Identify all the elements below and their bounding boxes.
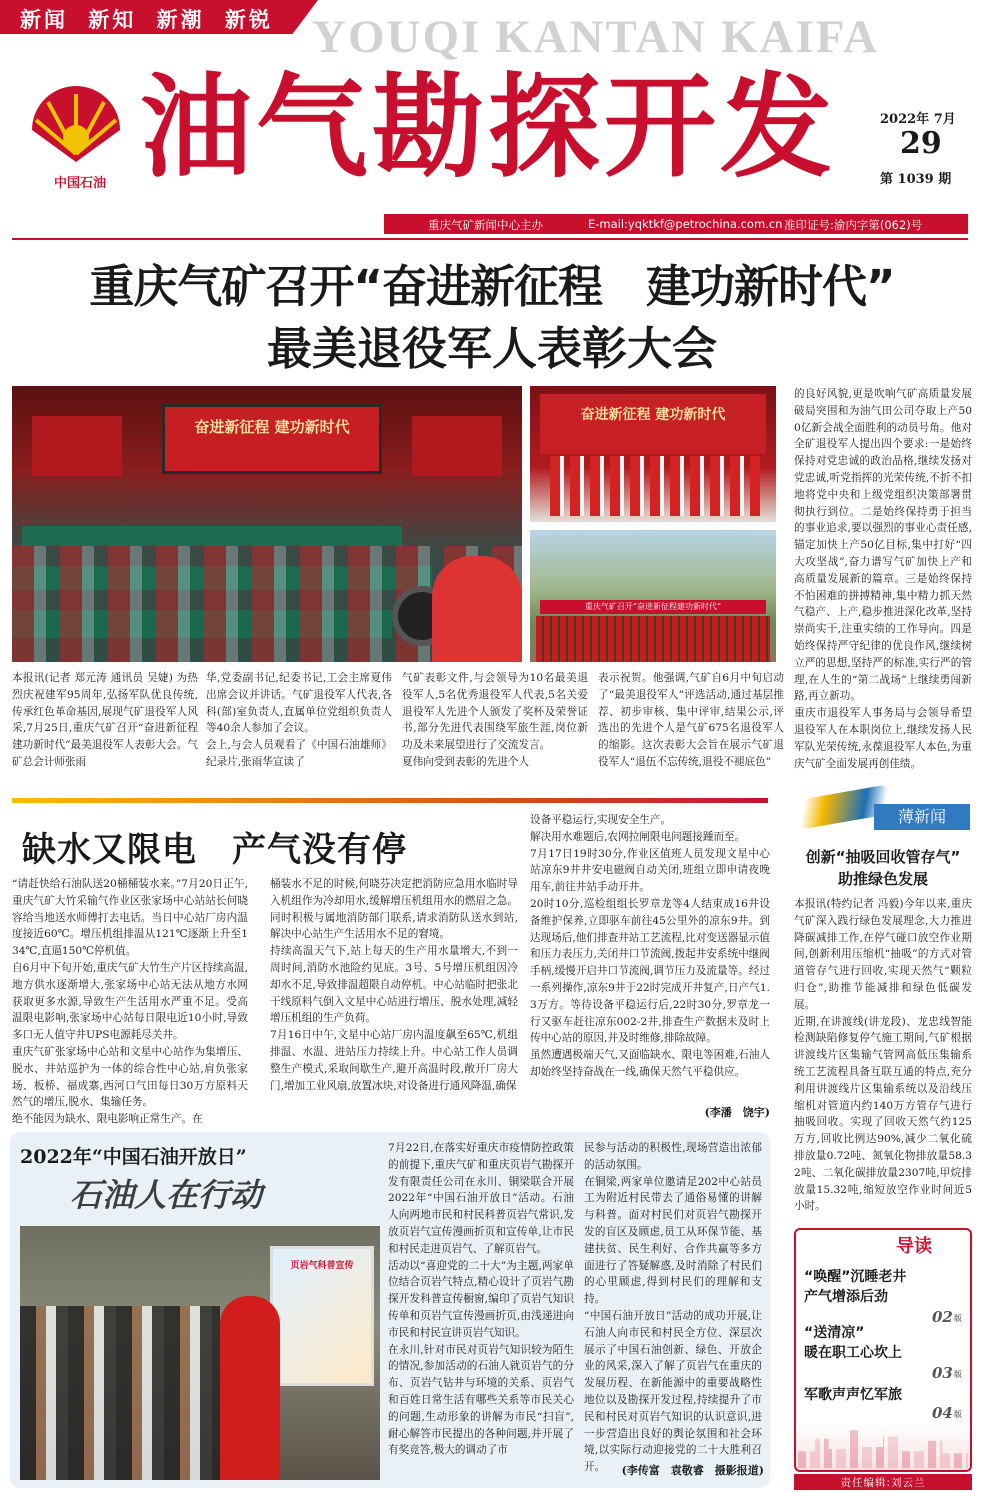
guide-item-2-line2[interactable]: 暖在职工心坎上 bbox=[804, 1345, 902, 1361]
lead-col-4 bbox=[598, 670, 784, 788]
reporter bbox=[432, 556, 522, 662]
lead-col-3-text: 气矿表彰文件,与会领导为10名最美退役军人,5名优秀退役军人代表,5名关爱退役军人先进个人颁发了奖杯及荣誉证书,部分先进代表围绕军旅生涯,岗位新功及未来展望进行了交流发言。 夏伟向受到表彰的先进个人 bbox=[402, 672, 588, 768]
lead-col-3 bbox=[402, 670, 588, 788]
guide-item-3-line1[interactable]: 军歌声声忆军旅 bbox=[804, 1387, 902, 1403]
story2-col-3 bbox=[530, 812, 770, 1112]
sponsor: 重庆气矿新闻中心主办 bbox=[428, 218, 543, 232]
guide-item-1-line2[interactable]: 产气增添后劲 bbox=[804, 1289, 888, 1305]
meeting-hall-photo bbox=[12, 386, 522, 662]
brief-body bbox=[794, 896, 972, 1220]
guide-item-1-line1[interactable]: “唤醒”沉睡老井 bbox=[804, 1269, 907, 1285]
story3-col-1 bbox=[388, 1140, 574, 1466]
guide-item-1-page: 02 bbox=[932, 1308, 953, 1326]
story3-title: 2022年“中国石油开放日” bbox=[20, 1146, 247, 1168]
editor-credit: 责任编辑:刘云兰 bbox=[840, 1477, 926, 1489]
group-people bbox=[536, 616, 770, 662]
section-divider bbox=[12, 798, 768, 803]
guide-item-3-suffix: 版 bbox=[954, 1410, 962, 1419]
email[interactable]: E-mail:yqktkf@petrochina.com.cn bbox=[588, 217, 783, 231]
logo-text: 中国石油 bbox=[53, 176, 106, 191]
cnpc-logo-icon bbox=[28, 84, 124, 164]
story2-col-3-text: 设备平稳运行,实现安全生产。 解决用水难题后,农网拉闸限电问题接踵而至。 7月17日19时30分,作业区值班人员发现文星中心站凉东9井井安电磁阀自动关闭,班组立即申请夜晚用车,前往井站手动开井。 20时10分,巡检组组长罗章龙等4人结束成16井设备维护保养,立即驱车前往45公里外的凉东9井。到达现场后,他们排查井站工艺流程,比对变送器显示值和压力表压力,关闭井口节流阀,拨起井安系统中继阀手柄,缓慢开启井口节流阀,调节压力及流量等。经过一系列操作,凉东9井于22时完成开井复产,日产气1.3万方。等待设备平稳运行后,22时30分,罗章龙一行又驱车赶往凉东002-2井,排查生产数据未及时上传中心站的原因,并及时维修,排除故障。 虽然遭遇极端天气,又面临缺水、限电等困难,石油人却始终坚持奋战在一线,确保天然气平稳供应。 bbox=[530, 814, 770, 1078]
audience-table-1 bbox=[22, 526, 402, 546]
stage-screen bbox=[162, 404, 382, 474]
story3-byline: (李传富 袁敬睿 摄影报道) bbox=[621, 1464, 764, 1477]
lead-col-4-text: 表示祝贺。他强调,气矿自6月中旬启动了“最美退役军人”评选活动,通过基层推荐、初步审核、集中评审,结果公示,评选出的先进个人是气矿675名退役军人的缩影。这次表彰大会旨在展示气矿退役军人“退伍不忘传统,退役不褪底色” bbox=[598, 672, 784, 768]
brief-title-line2: 助推绿色发展 bbox=[837, 870, 928, 888]
issue-date: 2022年 7月 bbox=[880, 112, 956, 127]
ceremony-screen bbox=[540, 394, 766, 454]
lead-col-1-text: 本报讯(记者 郑元涛 通讯员 吴婕) 为热烈庆祝建军95周年,弘扬军队优良传统,传承红色革命基因,展现气矿退役军人风采,7月25日,重庆气矿召开“奋进新征程 建功新时代”最美退役军人表彰大会。气矿总会计师张雨 bbox=[12, 672, 198, 768]
lead-col-2-text: 华,党委副书记,纪委书记,工会主席夏伟出席会议并讲话。气矿退役军人代表,各科(部)室负责人,直属单位党组织负责人等40余人参加了会议。 会上,与会人员观看了《中国石油雄师》纪录片,张雨华宣读了 bbox=[206, 672, 392, 768]
story2-col-1-text: “请赶快给石油队送20桶桶装水来。”7月20日正午,重庆气矿大竹采输气作业区张家场中心站站长何晓容给当地送水师傅打去电话。当日中心站厂房内温度接近60℃。增压机组排温从121℃逐渐上升至134℃,直逼150℃停机值。 自6月中下旬开始,重庆气矿大竹生产片区持续高温,地方供水逐渐增大,张家场中心站无法从地方水网获取更多水源,导致生产生活用水严重不足。受高温限电影响,张家场中心站每日限电近10小时,导致多口无人值守井UPS电源耗尽关井。 重庆气矿张家场中心站和文星中心站作为集增压、脱水、井站巡护为一体的综合性中心站,肩负张家场、板桥、福成寨,西河口气田每日30万方原料天然气的增压,脱水、集输任务。 绝不能因为缺水、限电影响正常生产。在 bbox=[12, 878, 248, 1126]
guide-title: 导读 bbox=[896, 1236, 932, 1257]
lead-col-1 bbox=[12, 670, 198, 788]
photo1-banner: 奋进新征程 建功新时代 bbox=[194, 418, 350, 436]
story3-subtitle: 石油人在行动 bbox=[70, 1176, 263, 1214]
left-screen bbox=[32, 416, 122, 476]
brief-body-text: 本报讯(特约记者 冯毅)今年以来,重庆气矿深入践行绿色发展理念,大力推进降碳减排工作,在停气碰口放空作业期间,创新利用压缩机“抽吸”的方式对管道管存气进行回收,实现天然气“颗粒归仓”,助推节能减排和绿色低碳发展。 近期,在讲渡线(讲龙段)、龙忠线智能检测缺陷修复停气施工期间,气矿根据讲渡线片区集输气管网高低压集输系统工艺流程具备互联互通的特点,充分利用讲渡线片区集输系统以及沿线压缩机对管道内约140万方管存气进行抽吸回收。实现了回收天然气约125万方,回收比例达90%,减少二氧化硫排放量0.72吨、氮氧化物排放量58.32吨、二氧化碳排放量2307吨,甲烷排放量15.32吨,缩短放空作业时间近5小时。 bbox=[794, 898, 972, 1213]
lead-col-5-text: 的良好风貌,更是吹响气矿高质量发展破局突围和为油气田公司夺取上产500亿新会战全面胜利的动员号角。他对全矿退役军人提出四个要求:一是始终保持对党忠诚的政治品格,继续发扬对党忠诚,听党指挥的光荣传统,不折不扣地将党中央和上级党组织决策部署贯彻执行到位。二是始终保持勇于担当的事业追求,要以强烈的事业心责任感,锚定加快上产50亿目标,集中打好“四大攻坚战”,奋力谱写气矿加快上产和高质量发展新的篇章。三是始终保持不怕困难的拼搏精神,集中精力抓天然气稳产、上产,稳步推进深化改革,坚持崇尚实干,注重实绩的工作导向。四是始终保持严守纪律的优良作风,继续树立严的思想,坚持严的标准,实行严的管理,在人生的“第二战场”上继续勇闯新路,再立新功。 重庆市退役军人事务局与会领导希望退役军人在本职岗位上,继续发扬人民军队光荣传统,永葆退役军人本色,为重庆气矿全面发展再创佳绩。 bbox=[794, 388, 972, 770]
lead-col-5 bbox=[794, 386, 972, 788]
guide-item-3-page: 04 bbox=[932, 1404, 953, 1422]
issue-number: 第 1039 期 bbox=[880, 172, 952, 187]
story2-col-1 bbox=[12, 876, 248, 1124]
masthead-rule bbox=[12, 238, 968, 240]
group-photo bbox=[530, 530, 776, 662]
brief-section-tab[interactable]: 薄新闻 bbox=[874, 804, 970, 830]
guide-item-2-line1[interactable]: “送清凉” bbox=[804, 1325, 865, 1341]
right-screen bbox=[412, 416, 502, 476]
story3-col-1-text: 7月22日,在落实好重庆市疫情防控政策的前提下,重庆气矿和重庆页岩气勘探开发有限责任公司在永川、铜梁联合开展2022年“中国石油开放日”活动。石油人向两地市民和村民科普页岩气常识,发放页岩气宣传漫画折页和宣传单,让市民和村民走进页岩气、了解页岩气。 活动以“喜迎党的二十大”为主题,两家单位结合页岩气特点,精心设计了页岩气勘探开发科普宣传橱窗,编印了页岩气知识传单和页岩气宣传漫画折页,由浅递进向市民和村民宣讲页岩气知识。 在永川,针对市民对页岩气知识较为陌生的情况,参加活动的石油人就页岩气的分布、页岩气钻井与环境的关系、页岩气和百姓日常生活有哪些关系等市民关心的问题,生动形象的讲解为市民“扫盲”,耐心解答市民提出的各种问题,并开展了有奖竞答,极大的调动了市 bbox=[388, 1142, 574, 1457]
brief-title-line1: 创新“抽吸回收管存气” bbox=[805, 848, 961, 866]
lead-col-2 bbox=[206, 670, 392, 788]
lead-title-line2: 最美退役军人表彰大会 bbox=[266, 322, 717, 375]
lead-title-line1: 重庆气矿召开“奋进新征程 建功新时代” bbox=[89, 260, 895, 313]
slogan: 新闻 新知 新潮 新锐 bbox=[20, 7, 273, 32]
story2-col-2 bbox=[270, 876, 518, 1124]
story3-col-2-text: 民参与活动的积极性,现场营造出浓郁的活动氛围。 在铜梁,两家单位邀请足202中心站员工为附近村民带去了通俗易懂的讲解与科普。面对村民们对页岩气勘探开发的盲区及顾虑,员工从环保节能、基建扶贫、民生利好、合作共赢等多方面进行了答疑解惑,及时消除了村民们的心里顾虑,得到村民们的理解和支持。 “中国石油开放日”活动的成功开展,让石油人向市民和村民全方位、深层次展示了中国石油创新、绿色、开放企业的风采,深入了解了页岩气在重庆的发展历程、在新能源中的重要战略性地位以及勘探开发过程,持续提升了市民和村民对页岩气知识的认识意识,进一步营造出良好的舆论氛围和社会环境,以实际行动迎接党的二十大胜利召开。 bbox=[584, 1142, 762, 1474]
crowd bbox=[20, 1306, 220, 1480]
story2-title: 缺水又限电 产气没有停 bbox=[22, 830, 407, 870]
photo2-banner: 奋进新征程 建功新时代 bbox=[580, 407, 726, 423]
guide-item-2-suffix: 版 bbox=[954, 1370, 962, 1379]
awardees-row bbox=[550, 456, 760, 516]
photo3-banner: 重庆气矿召开“奋进新征程建功新时代” bbox=[584, 602, 722, 611]
permit: 准印证号:渝内字第(062)号 bbox=[784, 218, 923, 232]
speaker bbox=[220, 1296, 280, 1480]
story2-byline: (李潘 饶宇) bbox=[704, 1106, 770, 1119]
open-day-photo bbox=[20, 1226, 380, 1480]
guide-item-2-page: 03 bbox=[932, 1364, 953, 1382]
masthead-pinyin: YOUQI KANTAN KAIFA bbox=[312, 11, 879, 63]
issue-day: 29 bbox=[900, 126, 942, 161]
guide-item-1-suffix: 版 bbox=[954, 1314, 962, 1323]
story2-col-2-text: 桶装水不足的时候,何晓芬决定把消防应急用水临时导入机组作为冷却用水,缓解增压机组用水的燃眉之急。同时积极与属地消防部门联系,请求消防队送水到站,解决中心站生产生活用水不足的窘境。 持续高温天气下,站上每天的生产用水量增大,不到一周时间,消防水池险约见底。3号、5号增压机组因冷却水不足,导致排温超限自动停机。中心站临时把张北干线原料气倒入文星中心站进行增压、脱水处理,减轻增压机组的生产负荷。 7月16日中午,文星中心站厂房内温度飙至65℃,机组排温、水温、进站压力持续上升。中心站工作人员调整生产模式,采取间歇生产,避开高温时段,敞开厂房大门,增加工业风扇,放置冰块,对设备进行通风降温,确保 bbox=[270, 878, 518, 1092]
award-ceremony-photo bbox=[530, 386, 776, 522]
masthead-title: 油气勘探开发 bbox=[140, 62, 836, 193]
poster-text: 页岩气科普宣传 bbox=[290, 1261, 354, 1271]
